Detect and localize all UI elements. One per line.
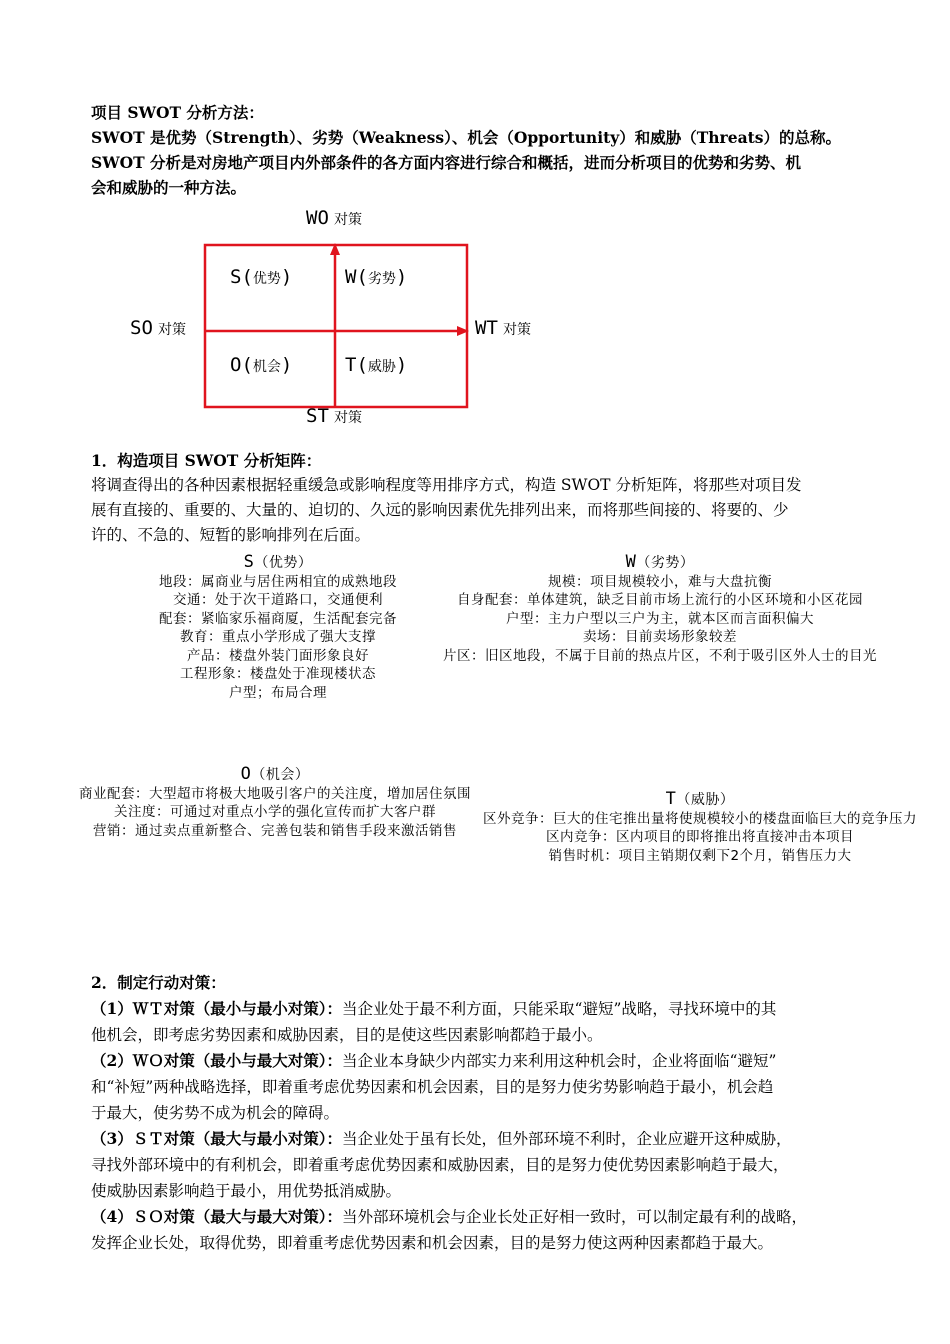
opportunities-block (50, 765, 500, 840)
wt-strategy-title: （1）ＷＴ对策（最小与最小对策）： (91, 999, 343, 1018)
intro-description-line1: SWOT 分析是对房地产项目内外部条件的各方面内容进行综合和概括，进而分析项目的优势和劣势、机 (91, 153, 802, 172)
strength-item: 工程形象：楼盘处于准现楼状态 (180, 666, 376, 682)
weakness-item: 户型：主力户型以三户为主，就本区而言面积偏大 (506, 610, 814, 627)
wo-strategy-line2: 和“补短”两种战略选择，即着重考虑优势因素和机会因素，目的是努力使劣势影响趋于最小，机会趋 (91, 1078, 774, 1096)
so-strategy-title: （4）ＳＯ对策（最大与最大对策）： (91, 1207, 343, 1226)
intro-title: 项目 SWOT 分析方法： (91, 103, 264, 122)
quadrant-threat: T(威胁) (345, 354, 408, 376)
wo-strategy-line3: 于最大，使劣势不成为机会的障碍。 (91, 1104, 340, 1122)
weakness-item: 自身配套：单体建筑，缺乏目前市场上流行的小区环境和小区花园 (457, 592, 863, 608)
quadrant-opportunity: O(机会) (230, 354, 293, 376)
so-strategy-paragraph: （4）ＳＯ对策（最大与最大对策）：当外部环境机会与企业长处正好相一致时，可以制定最有利的战略， (91, 1207, 808, 1226)
section1-line1: 将调查得出的各种因素根据轻重缓急或影响程度等用排序方式，构造 SWOT 分析矩阵，将那些对项目发 (91, 476, 802, 494)
opportunities-title: O（机会） (240, 764, 310, 784)
section-action-strategies (91, 970, 881, 1256)
st-strategy-paragraph: （3）ＳＴ对策（最大与最小对策）：当企业处于虽有长处，但外部环境不利时，企业应避开这种威胁， (91, 1129, 792, 1148)
st-strategy-title: （3）ＳＴ对策（最大与最小对策）： (91, 1129, 343, 1148)
horizontal-arrowhead (457, 326, 469, 336)
section1-line2: 展有直接的、重要的、大量的、迫切的、久远的影响因素优先排列出来，而将那些间接的、将要的、少 (91, 501, 789, 519)
strength-item: 地段：属商业与居住两相宜的成熟地段 (159, 573, 397, 590)
so-strategy-line2: 发挥企业长处，取得优势，即着重考虑优势因素和机会因素，目的是努力使这两种因素都趋于最大。 (91, 1234, 774, 1252)
strengths-block (138, 553, 418, 702)
weakness-item: 卖场：目前卖场形象较差 (583, 629, 737, 645)
intro-definition: SWOT 是优势（Strength）、劣势（Weakness）、机会（Opportunity）和威胁（Threats）的总称。 (91, 128, 842, 147)
wt-strategy-line2: 他机会，即考虑劣势因素和威胁因素，目的是使这些因素影响都趋于最小。 (91, 1026, 603, 1044)
threats-title: T（威胁） (665, 789, 735, 809)
threats-block (480, 790, 920, 865)
threat-item: 销售时机：项目主销期仅剩下2个月，销售压力大 (548, 847, 852, 864)
so-strategy-label: SO 对策 (130, 317, 186, 339)
intro-text (91, 100, 871, 200)
wo-strategy-paragraph: （2）ＷＯ对策（最小与最大对策）：当企业本身缺少内部实力来利用这种机会时，企业将面临“避短” (91, 1051, 777, 1070)
quadrant-weakness: W(劣势) (345, 266, 408, 288)
weakness-item: 片区：旧区地段，不属于目前的热点片区，不利于吸引区外人士的目光 (443, 647, 877, 664)
threat-item: 区外竞争：巨大的住宅推出量将使规模较小的楼盘面临巨大的竞争压力 (483, 810, 917, 827)
weakness-item: 规模：项目规模较小，难与大盘抗衡 (548, 573, 772, 590)
wo-strategy-label: WO 对策 (306, 207, 362, 229)
section1-heading: 1．构造项目 SWOT 分析矩阵： (91, 451, 322, 470)
weaknesses-title: W（劣势） (625, 552, 695, 572)
strength-item: 产品：楼盘外装门面形象良好 (187, 647, 369, 664)
intro-description-line2: 会和威胁的一种方法。 (91, 178, 247, 197)
weaknesses-block (410, 553, 910, 665)
section2-heading: 2．制定行动对策： (91, 973, 226, 992)
strength-item: 交通：处于次干道路口，交通便利 (173, 592, 383, 608)
st-strategy-line2: 寻找外部环境中的有利机会，即着重考虑优势因素和威胁因素，目的是努力使优势因素影响趋于最大， (91, 1156, 789, 1174)
strength-item: 户型；布局合理 (229, 684, 327, 701)
quadrant-strength: S(优势) (230, 266, 293, 288)
threat-item: 区内竞争：区内项目的即将推出将直接冲击本项目 (546, 829, 854, 845)
strengths-title: S（优势） (243, 552, 313, 572)
opportunity-item: 营销：通过卖点重新整合、完善包装和销售手段来激活销售 (93, 822, 457, 839)
section-build-matrix (91, 448, 881, 548)
strength-item: 配套：紧临家乐福商厦，生活配套完备 (159, 610, 397, 627)
opportunity-item: 商业配套：大型超市将极大地吸引客户的关注度，增加居住氛围 (79, 785, 471, 802)
wo-strategy-title: （2）ＷＯ对策（最小与最大对策）： (91, 1051, 343, 1070)
wt-strategy-paragraph: （1）ＷＴ对策（最小与最小对策）：当企业处于最不利方面，只能采取“避短”战略，寻找环境中的其 (91, 999, 777, 1018)
st-strategy-label: ST 对策 (306, 405, 362, 427)
st-strategy-line3: 使威胁因素影响趋于最小，用优势抵消威胁。 (91, 1182, 402, 1200)
vertical-arrowhead (330, 243, 340, 255)
swot-diagram (0, 0, 950, 440)
wt-strategy-label: WT 对策 (475, 317, 531, 339)
section1-line3: 许的、不急的、短暂的影响排列在后面。 (91, 526, 371, 544)
strength-item: 教育：重点小学形成了强大支撑 (180, 629, 376, 645)
opportunity-item: 关注度：可通过对重点小学的强化宣传而扩大客户群 (114, 804, 436, 820)
